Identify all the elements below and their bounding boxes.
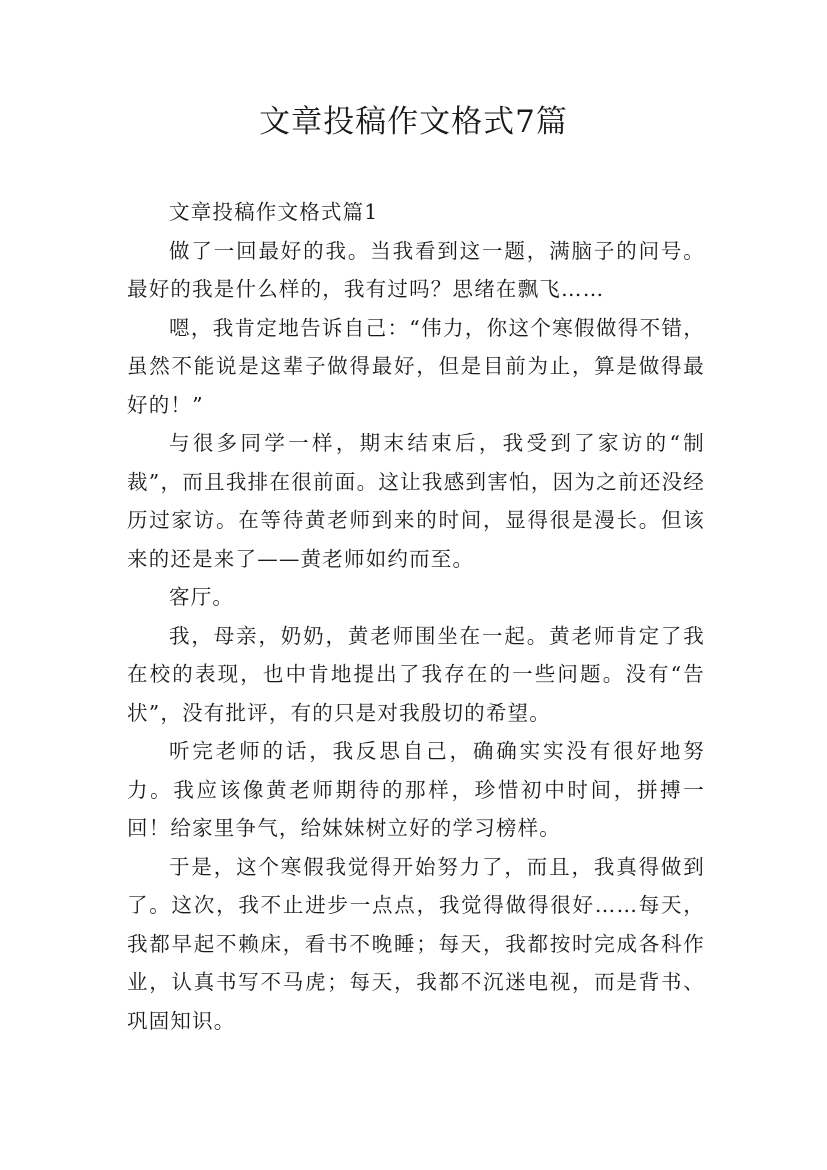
- paragraph-7: 于是，这个寒假我觉得开始努力了，而且，我真得做到了。这次，我不止进步一点点，我觉得做得很好……每天，我都早起不赖床，看书不晚睡；每天，我都按时完成各科作业，认真书写不马虎；每天，我都不沉迷电视，而是背书、巩固知识。: [127, 854, 705, 1033]
- paragraph-2: 嗯，我肯定地告诉自己：“伟力，你这个寒假做得不错，虽然不能说是这辈子做得最好，但是目前为止，算是做得最好的！”: [127, 315, 705, 417]
- paragraph-5: 我，母亲，奶奶，黄老师围坐在一起。黄老师肯定了我在校的表现，也中肯地提出了我存在的一些问题。没有“告状”，没有批评，有的只是对我殷切的希望。: [127, 623, 705, 725]
- paragraph-3: 与很多同学一样，期末结束后，我受到了家访的“制裁”，而且我排在很前面。这让我感到害怕，因为之前还没经历过家访。在等待黄老师到来的时间，显得很是漫长。但该来的还是来了——黄老师如约而至。: [127, 431, 705, 571]
- paragraph-1: 做了一回最好的我。当我看到这一题，满脑子的问号。最好的我是什么样的，我有过吗？思绪在飘飞……: [127, 238, 705, 301]
- paragraph-6: 听完老师的话，我反思自己，确确实实没有很好地努力。我应该像黄老师期待的那样，珍惜初中时间，拼搏一回！给家里争气，给妹妹树立好的学习榜样。: [127, 739, 705, 840]
- section-heading: 文章投稿作文格式篇1: [169, 200, 379, 224]
- document-title: 文章投稿作文格式7篇: [259, 104, 568, 140]
- document-body: [127, 193, 705, 1040]
- paragraph-4: 客厅。: [169, 585, 235, 609]
